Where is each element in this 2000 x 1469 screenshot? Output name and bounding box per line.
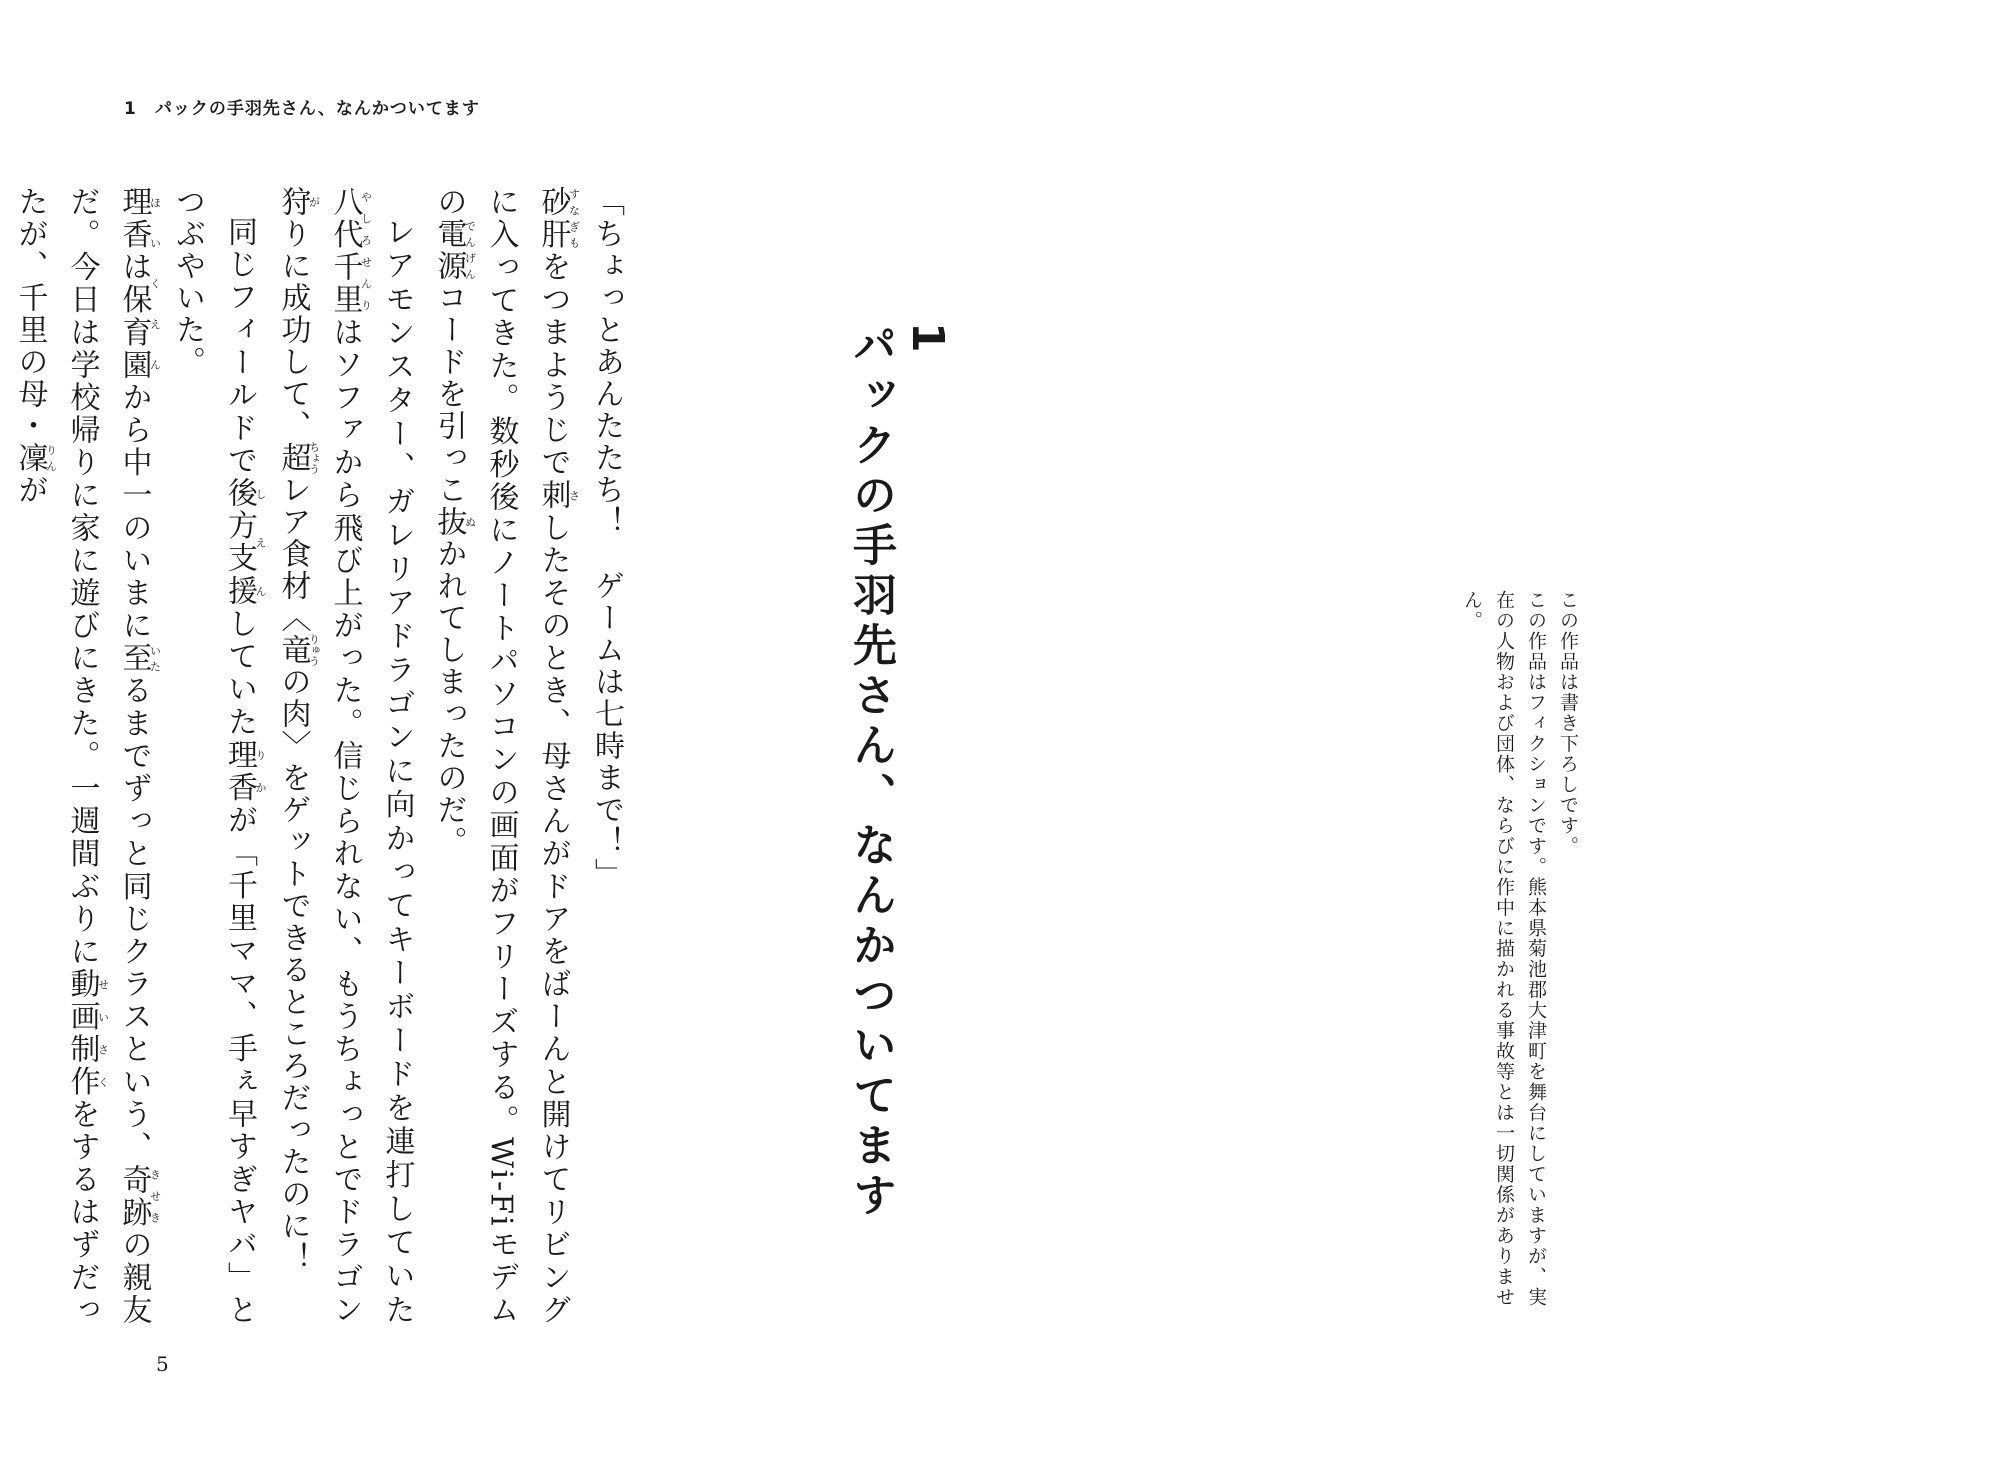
- running-head: [124, 94, 480, 119]
- running-head-number: 1: [124, 99, 137, 119]
- chapter-number: 1: [902, 322, 953, 359]
- body-text: [12, 186, 632, 1327]
- chapter-title: パックの手羽先さん、なんかついてます: [845, 322, 896, 1222]
- paragraph-2: 砂肝すなぎもをつまようじで刺さしたそのとき、母さんがドアをばーんと開けてリビングに入ってきた。数秒後にノートパソコンの画面がフリーズする。Wi-Fiモデムの電源でんげんコードを引っこ抜ぬかれてしまったのだ。: [431, 186, 581, 1327]
- paragraph-5: 理香は保育園ほいくえんから中一のいまに至いたるまでずっと同じクラスという、奇跡きせきの親友だ。今日は学校帰りに家に遊びにきた。一週間ぶりに動画制作せいさくをするはずだったが、千里の母・凜りんが: [12, 186, 162, 1327]
- paragraph-1: 「ちょっとあんたたち！ ゲームは七時まで！」: [589, 186, 624, 890]
- paragraph-4: 同じフィールドで後方支援しえんしていた理香りかが「千里ママ、手ぇ早すぎヤバ」とつぶやいた。: [170, 186, 267, 1327]
- paragraph-3: レアモンスター、ガレリアドラゴンに向かってキーボードを連打していた八代やしろ千里せんりはソファから飛び上がった。信じられない、もうちょっとでドラゴン狩がりに成功して、超ちょうレア食材〈竜りゅうの肉〉をゲットできるところだったのに！: [275, 186, 415, 1327]
- page-number: 5: [156, 1352, 169, 1376]
- notice-line-2: この作品はフィクションです。熊本県菊池郡大津町を舞台にしていますが、実在の人物および団体、ならびに作中に描かれる事故等とは一切関係がありません。: [1461, 590, 1547, 1308]
- running-head-title: パックの手羽先さん、なんかついてます: [154, 99, 480, 119]
- chapter-heading: [838, 322, 953, 1222]
- notice-line-1: この作品は書き下ろしです。: [1557, 590, 1579, 857]
- fiction-notice: [1424, 590, 1584, 1310]
